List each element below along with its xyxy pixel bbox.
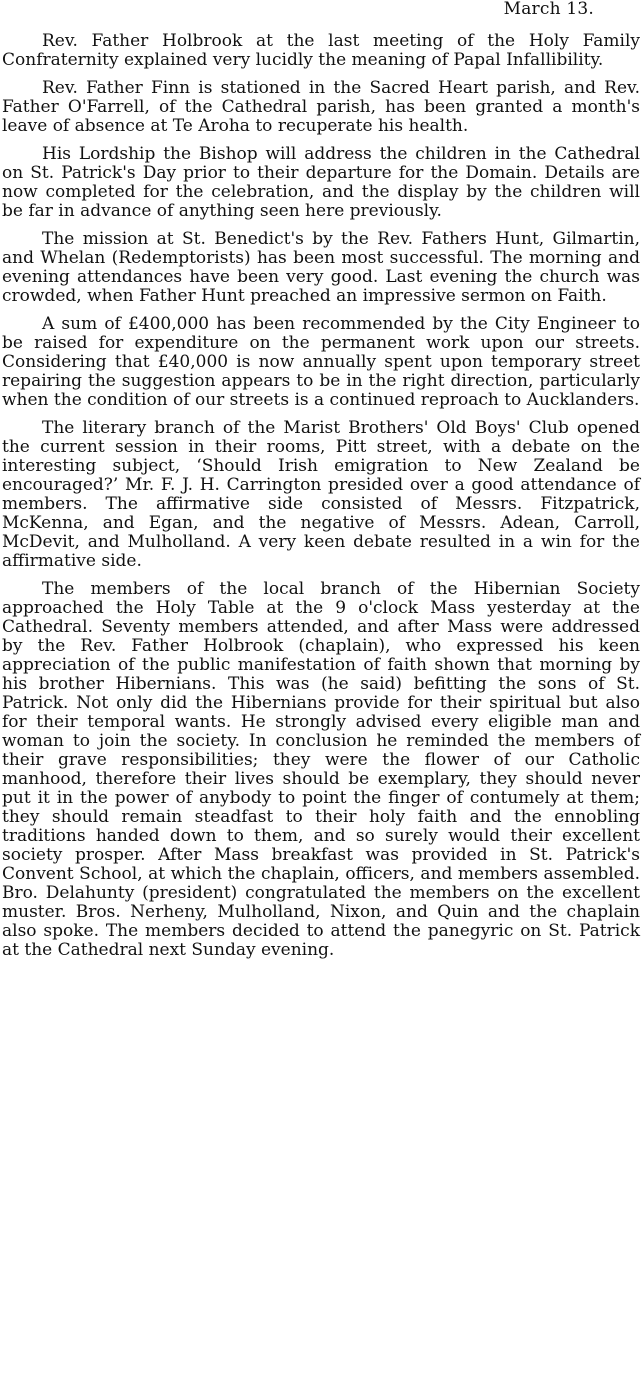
news-column bbox=[2, 0, 640, 1400]
paragraph-st-benedicts-mission: The mission at St. Benedict's by the Rev. Fathers Hunt, Gilmartin, and Whelan (Redemptorists) has been most successful. The morning and evening attendances have been very good. Last evening the church was crowded, when Father Hunt preached an impressive sermon on Faith. bbox=[2, 229, 640, 306]
paragraph-marist-debate: The literary branch of the Marist Brothers' Old Boys' Club opened the current session in their rooms, Pitt street, with a debate on the interesting subject, ‘Should Irish emigration to New Zealand be encouraged?’ Mr. F. J. H. Carrington presided over a good attendance of members. The affirmative side consisted of Messrs. Fitzpatrick, McKenna, and Egan, and the negative of Messrs. Adean, Carroll, McDevit, and Mulholland. A very keen debate resulted in a win for the affirmative side. bbox=[2, 418, 640, 571]
paragraph-street-expenditure: A sum of £400,000 has been recommended by the City Engineer to be raised for expenditure on the permanent work upon our streets. Considering that £40,000 is now annually spent upon temporary street repairing the suggestion appears to be in the right direction, particularly when the condition of our streets is a continued reproach to Aucklanders. bbox=[2, 314, 640, 410]
dateline: March 13. bbox=[503, 0, 594, 19]
paragraph-clergy-leave: Rev. Father Finn is stationed in the Sacred Heart parish, and Rev. Father O'Farrell, of the Cathedral parish, has been granted a month's leave of absence at Te Aroha to recuperate his health. bbox=[2, 78, 640, 136]
paragraph-st-patricks-day: His Lordship the Bishop will address the children in the Cathedral on St. Patrick's Day prior to their departure for the Domain. Details are now completed for the celebration, and the display by the children will be far in advance of anything seen here previously. bbox=[2, 144, 640, 221]
paragraph-confraternity: Rev. Father Holbrook at the last meeting of the Holy Family Confraternity explained very lucidly the meaning of Papal Infallibility. bbox=[2, 31, 640, 70]
paragraph-hibernian-society: The members of the local branch of the Hibernian Society approached the Holy Table at the 9 o'clock Mass yesterday at the Cathedral. Seventy members attended, and after Mass were addressed by the Rev. Father Holbrook (chaplain), who expressed his keen appreciation of the public manifestation of faith shown that morning by his brother Hibernians. This was (he said) befitting the sons of St. Patrick. Not only did the Hibernians provide for their spiritual but also for their temporal wants. He strongly advised every eligible man and woman to join the society. In conclusion he reminded the members of their grave responsibilities; they were the flower of our Catholic manhood, therefore their lives should be exemplary, they should never put it in the power of anybody to point the finger of contumely at them; they should remain steadfast to their holy faith and the ennobling traditions handed down to them, and so surely would their excellent society prosper. After Mass breakfast was provided in St. Patrick's Convent School, at which the chaplain, officers, and members assembled. Bro. Delahunty (president) congratulated the members on the excellent muster. Bros. Nerheny, Mulholland, Nixon, and Quin and the chaplain also spoke. The members decided to attend the panegyric on St. Patrick at the Cathedral next Sunday evening. bbox=[2, 579, 640, 960]
